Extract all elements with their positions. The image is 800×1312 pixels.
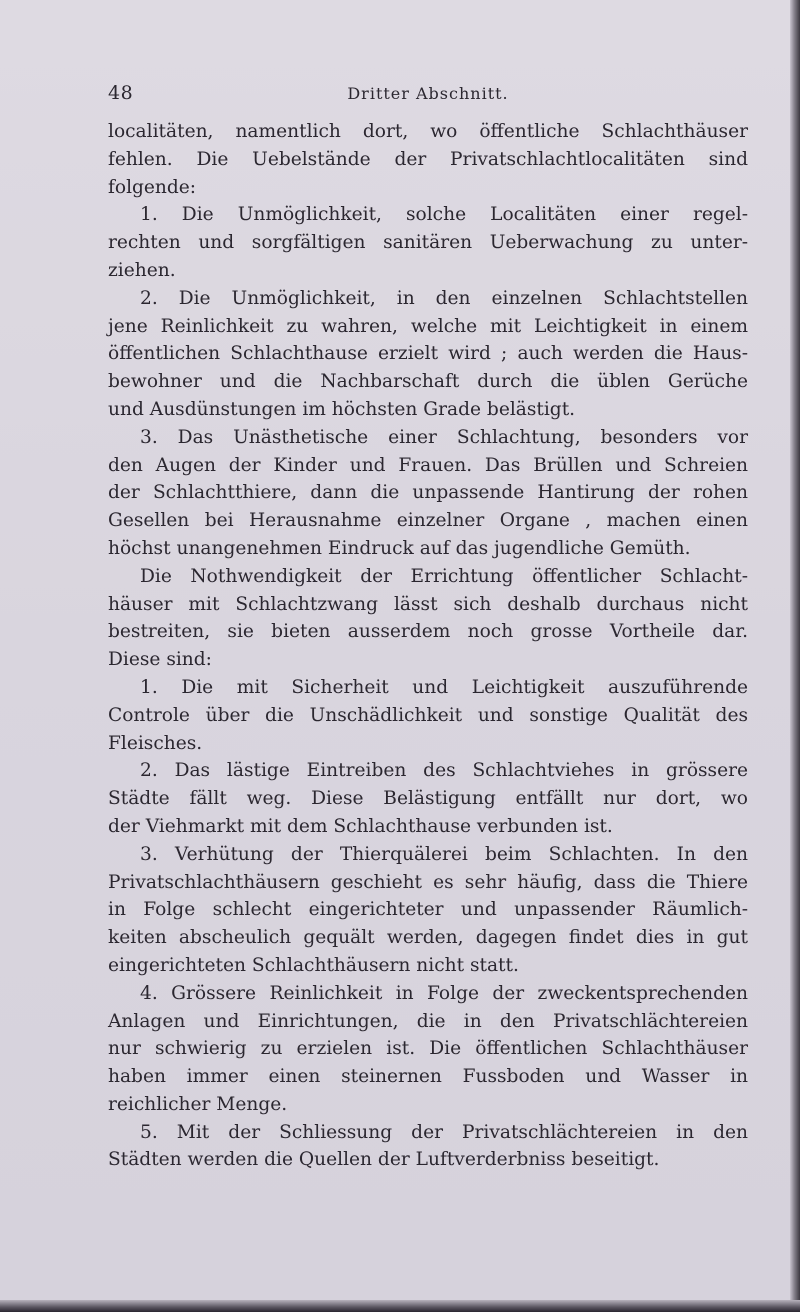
text-line: Diese sind: <box>108 649 212 671</box>
body-text <box>108 118 748 1174</box>
text-line: eingerichteten Schlachthäusern nicht statt. <box>108 954 519 976</box>
text-line: und Ausdünstungen im höchsten Grade belästigt. <box>108 398 576 420</box>
text-line: reichlicher Menge. <box>108 1093 288 1115</box>
text-line: der Schlachtthiere, dann die unpassende Hantirung der rohen <box>108 482 748 504</box>
text-line: häuser mit Schlachtzwang lässt sich deshalb durchaus nicht <box>108 593 748 615</box>
text-line: der Viehmarkt mit dem Schlachthause verbunden ist. <box>108 815 613 837</box>
text-line: Städte fällt weg. Diese Belästigung entfällt nur dort, wo <box>108 788 748 810</box>
text-line: 2. Das lästige Eintreiben des Schlachtviehes in grössere <box>140 760 748 782</box>
text-line: Fleisches. <box>108 732 203 754</box>
text-line: keiten abscheulich gequält werden, dagegen findet dies in gut <box>108 927 748 949</box>
text-line: Controle über die Unschädlichkeit und sonstige Qualität des <box>108 704 748 726</box>
text-line: Städten werden die Quellen der Luftverderbniss beseitigt. <box>108 1149 660 1171</box>
page-number: 48 <box>108 82 134 104</box>
text-line: rechten und sorgfältigen sanitären Ueberwachung zu unter- <box>108 232 748 254</box>
text-line: fehlen. Die Uebelstände der Privatschlachtlocalitäten sind <box>108 148 748 170</box>
text-line: in Folge schlecht eingerichteter und unpassender Räumlich- <box>108 899 748 921</box>
text-line: folgende: <box>108 176 197 198</box>
text-line: 5. Mit der Schliessung der Privatschlächtereien in den <box>140 1121 748 1143</box>
text-line: Die Nothwendigkeit der Errichtung öffentlicher Schlacht- <box>140 565 748 587</box>
text-line: Privatschlachthäusern geschieht es sehr häufig, dass die Thiere <box>108 871 748 893</box>
text-line: höchst unangenehmen Eindruck auf das jugendliche Gemüth. <box>108 537 691 559</box>
text-line: Gesellen bei Herausnahme einzelner Organe , machen einen <box>108 510 748 532</box>
page-bottom-edge <box>0 1300 800 1312</box>
text-line: 1. Die mit Sicherheit und Leichtigkeit auszuführende <box>140 676 748 698</box>
text-line: öffentlichen Schlachthause erzielt wird ; auch werden die Haus- <box>108 343 748 365</box>
text-line: 1. Die Unmöglichkeit, solche Localitäten einer regel- <box>140 204 748 226</box>
text-line: haben immer einen steinernen Fussboden und Wasser in <box>108 1066 748 1088</box>
text-line: 2. Die Unmöglichkeit, in den einzelnen Schlachtstellen <box>140 287 748 309</box>
text-line: bewohner und die Nachbarschaft durch die üblen Gerüche <box>108 371 748 393</box>
text-line: jene Reinlichkeit zu wahren, welche mit Leichtigkeit in einem <box>108 315 748 337</box>
text-line: Anlagen und Einrichtungen, die in den Privatschlächtereien <box>108 1010 748 1032</box>
page-header <box>108 82 748 112</box>
text-line: 3. Verhütung der Thierquälerei beim Schlachten. In den <box>140 843 748 865</box>
running-title: Dritter Abschnitt. <box>347 84 509 103</box>
text-line: nur schwierig zu erzielen ist. Die öffentlichen Schlachthäuser <box>108 1038 748 1060</box>
text-line: 3. Das Unästhetische einer Schlachtung, besonders vor <box>140 426 748 448</box>
text-line: localitäten, namentlich dort, wo öffentliche Schlachthäuser <box>108 121 748 142</box>
text-line: bestreiten, sie bieten ausserdem noch grosse Vortheile dar. <box>108 621 748 643</box>
text-line: 4. Grössere Reinlichkeit in Folge der zweckentsprechenden <box>140 982 748 1004</box>
text-line: ziehen. <box>108 259 176 281</box>
book-spine-edge <box>790 0 800 1312</box>
text-line: den Augen der Kinder und Frauen. Das Brüllen und Schreien <box>108 454 748 476</box>
